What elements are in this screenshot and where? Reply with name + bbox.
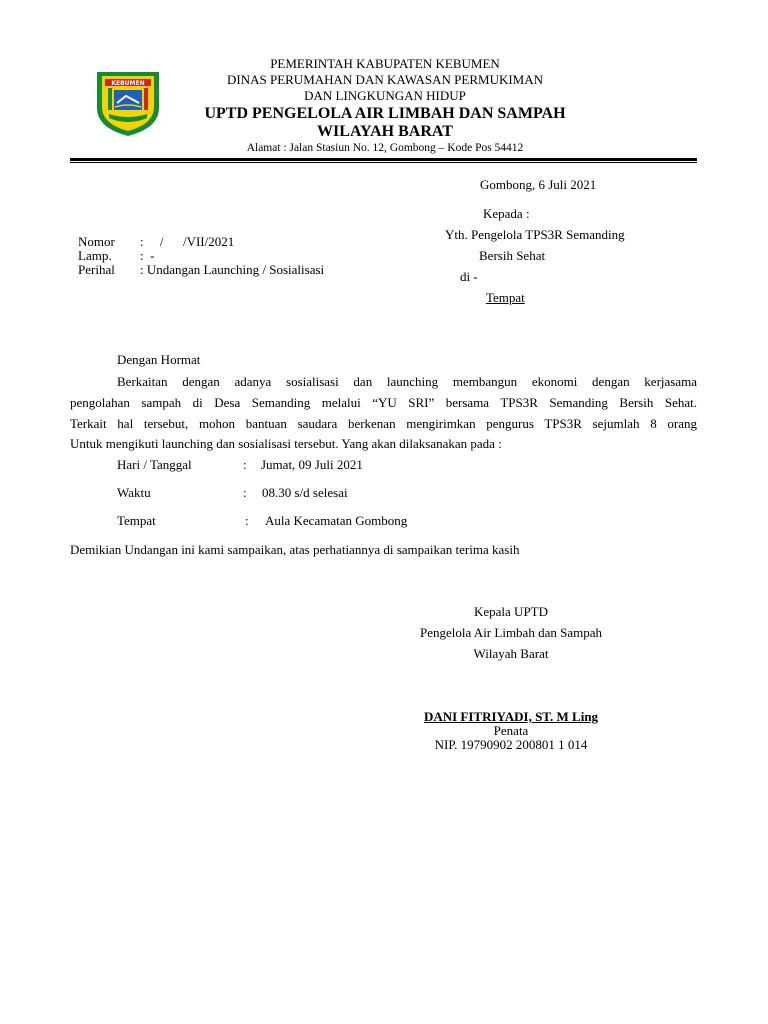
signature-title-2: Pengelola Air Limbah dan Sampah xyxy=(420,625,602,640)
letterhead-divider-thick xyxy=(70,158,697,161)
recipient-name-continued: Bersih Sehat xyxy=(479,248,546,263)
schedule-time-label: Waktu xyxy=(117,485,151,500)
meta-lamp-value: : - xyxy=(140,248,155,263)
meta-nomor-value: : / /VII/2021 xyxy=(140,234,235,249)
schedule-time-colon: : xyxy=(243,485,247,500)
signatory-rank: Penata xyxy=(493,723,529,738)
schedule-date-colon: : xyxy=(243,457,247,472)
letterhead-line-3: DAN LINGKUNGAN HIDUP xyxy=(304,88,466,103)
svg-text:KEBUMEN: KEBUMEN xyxy=(111,80,145,87)
meta-perihal-value: : Undangan Launching / Sosialisasi xyxy=(140,262,325,277)
letterhead-address: Alamat : Jalan Stasiun No. 12, Gombong – Kode Pos 54412 xyxy=(246,142,524,154)
kebumen-regency-logo xyxy=(93,70,163,138)
body-paragraph-line-3: Terkait hal tersebut, mohon bantuan saudara berkenan mengirimkan pengurus TPS3R sejumlah 8 orang xyxy=(70,416,697,431)
meta-lamp-label: Lamp. xyxy=(78,248,112,263)
recipient-yth-line: Yth. Pengelola TPS3R Semanding xyxy=(445,227,625,242)
letter-date: Gombong, 6 Juli 2021 xyxy=(480,177,597,192)
recipient-di: di - xyxy=(460,269,478,284)
recipient-kepada: Kepada : xyxy=(483,206,530,221)
body-paragraph-line-4: Untuk mengikuti launching dan sosialisasi tersebut. Yang akan dilaksanakan pada : xyxy=(70,436,502,451)
greeting: Dengan Hormat xyxy=(117,352,201,367)
meta-nomor-label: Nomor xyxy=(78,234,115,249)
meta-perihal-label: Perihal xyxy=(78,262,115,277)
signatory-nip: NIP. 19790902 200801 1 014 xyxy=(434,737,588,752)
letterhead-divider-thin xyxy=(70,162,697,163)
body-paragraph-line-1: Berkaitan dengan adanya sosialisasi dan launching membangun ekonomi dengan kerjasama xyxy=(117,374,697,389)
letterhead-line-1: PEMERINTAH KABUPATEN KEBUMEN xyxy=(270,56,500,71)
signature-title-1: Kepala UPTD xyxy=(473,604,549,619)
recipient-tempat: Tempat xyxy=(486,290,525,305)
closing-sentence: Demikian Undangan ini kami sampaikan, atas perhatiannya di sampaikan terima kasih xyxy=(70,542,520,557)
schedule-place-colon: : xyxy=(245,513,249,528)
body-paragraph-line-2: pengolahan sampah di Desa Semanding melalui “YU SRI” bersama TPS3R Semanding Bersih Sehat. xyxy=(70,395,697,410)
signatory-name: DANI FITRIYADI, ST. M Ling xyxy=(423,709,599,724)
schedule-place-label: Tempat xyxy=(117,513,156,528)
letterhead-line-2: DINAS PERUMAHAN DAN KAWASAN PERMUKIMAN xyxy=(226,72,544,87)
schedule-place-value: Aula Kecamatan Gombong xyxy=(265,513,408,528)
schedule-date-label: Hari / Tanggal xyxy=(117,457,192,472)
schedule-date-value: Jumat, 09 Juli 2021 xyxy=(261,457,363,472)
schedule-time-value: 08.30 s/d selesai xyxy=(262,485,348,500)
signature-title-3: Wilayah Barat xyxy=(473,646,549,661)
letterhead-office-name: UPTD PENGELOLA AIR LIMBAH DAN SAMPAH xyxy=(204,105,566,122)
letterhead-region: WILAYAH BARAT xyxy=(317,123,453,140)
